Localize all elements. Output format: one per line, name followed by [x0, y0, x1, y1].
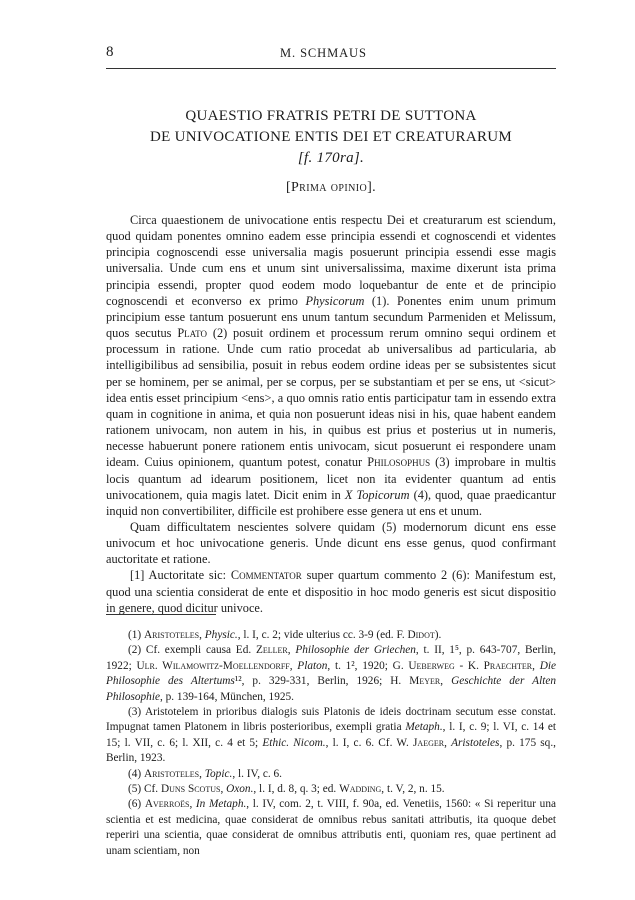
folio-reference: [f. 170ra].	[297, 150, 365, 166]
title-line-1: QUAESTIO FRATRIS PETRI DE SUTTONA	[185, 108, 477, 124]
footnote-5: (5) Cf. Duns Scotus, Oxon., l. I, d. 8, q. 3; ed. Wadding, t. V, 2, n. 15.	[128, 783, 445, 796]
footnote-rule	[106, 614, 216, 615]
author-name: Philosophus	[367, 455, 431, 470]
footnotes	[106, 628, 556, 859]
author-name: Commentator	[230, 568, 302, 583]
paragraph-3: [1] Auctoritate sic: Commentator super quartum commento 2 (6): Manifestum est, quod una scientia considerat de ente et dispositio in hoc modo generis est sicut dispositio in genere, quod dicitur univoce.	[106, 568, 556, 615]
work-title: Physicorum	[305, 293, 365, 308]
section-heading: [Prima opinio].	[285, 180, 377, 195]
running-title: M. SCHMAUS	[280, 46, 367, 60]
title-line-2: DE UNIVOCATIONE ENTIS DEI ET CREATURARUM	[149, 129, 513, 145]
work-title: X Topicorum	[344, 487, 410, 502]
footnote-3: (3) Aristotelem in prioribus dialogis suis Platonis de ideis doctrinam secutum esse constat. Impugnat tamen Platonem in libris posterioribus, exempli gratia Metaph., l. I, c. 9; l. VI, c. 14 et 15; l. VII, c. 6; l. XII, c. 4 et 5; Ethic. Nicom., l. I, c. 6. Cf. W. Jaeger, Aristoteles, p. 175 sq., Berlin, 1923.	[106, 706, 556, 765]
article-title	[106, 106, 556, 169]
author-name: Plato	[177, 326, 208, 341]
paragraph-2: Quam difficultatem nescientes solvere quidam (5) modernorum dicunt ens esse univocum et hoc univocatione generis. Unde dicunt ens esse genus, quod confirmant auctoritate et ratione.	[106, 519, 556, 567]
footnote-2: (2) Cf. exempli causa Ed. Zeller, Philosophie der Griechen, t. II, 1⁵, p. 643-707, Berlin, 1922; Ulr. Wilamowitz-Moellendorff, Platon, t. 1², 1920; G. Ueberweg - K. Praechter, Die Philosophie des Altertums¹², p. 329-331, Berlin, 1926; H. Meyer, Geschichte der Alten Philosophie, p. 139-164, München, 1925.	[106, 644, 557, 703]
footnote-6: (6) Averroës, In Metaph., l. IV, com. 2, t. VIII, f. 90a, ed. Venetiis, 1560: « Si reperitur una scientia et est medicina, quae considerat de omnibus rebus sanitati attributis, ita quoque debet reperiri una scientia, quae considerat de omnibus attributis enti, quoniam res, quae pertinent ad unam scientiam, non	[106, 798, 556, 857]
footnote-1: (1) Aristoteles, Physic., l. I, c. 2; vide ulterius cc. 3-9 (ed. F. Didot).	[128, 629, 442, 641]
main-text	[106, 212, 556, 616]
footnote-4: (4) Aristoteles, Topic., l. IV, c. 6.	[128, 767, 282, 780]
header-rule	[106, 68, 556, 69]
paragraph-1: Circa quaestionem de univocatione entis respectu Dei et creaturarum est sciendum, quod quidam ponentes omnino eadem esse principia essendi et cognoscendi et videntes principia cognoscendi esse universalia magis posuerunt principia essendi esse magis universalia. Unde cum ens et unum sint universalissima, maxime dixerunt ista prima principia essendi, propter quod eodem modo loquebantur de ente et de principio cognoscendi et econverso ex primo Physicorum (1). Ponentes enim unum primum principium esse tantum posuerunt ens unum tantum secundum Parmeniden et Melissum, quos secutus Plato (2) posuit ordinem et processum rerum omnino sequi ordinem et processum in ratione. Unde cum ratio procedat ab universalibus ad particularia, ab intelligibilibus ad sensibilia, posuit in rebus eodem ordine ideas per se subsistentes sicut per se hominem, per se animal, per se corpus, per se substantiam et per se ens, ut <sicut> idea entis esset principium <ens>, a quo omnis ratio entis participatur tam in essendo extra quam in cognitione in anima, et quia non posuerunt ideas nisi in his, quae habent eandem rationem univocam, non autem in his, in quibus est prius et posterius ut in numeris, necesse habuerunt ponere rationem entis univocam, sicut posuerunt ei respondere unam ideam. Cuius opinionem, quantum potest, conatur Philosophus (3) improbare in multis locis quantum ad idearum positionem, licet non ita evidenter quantum ad entis univocationem, quia magis latet. Dicit enim in X Topicorum (4), quod, quae praedicantur inquid non convertibiliter, difficile est prohibere esse genera ut ens et unum.	[106, 213, 556, 518]
page-number: 8	[106, 44, 114, 60]
